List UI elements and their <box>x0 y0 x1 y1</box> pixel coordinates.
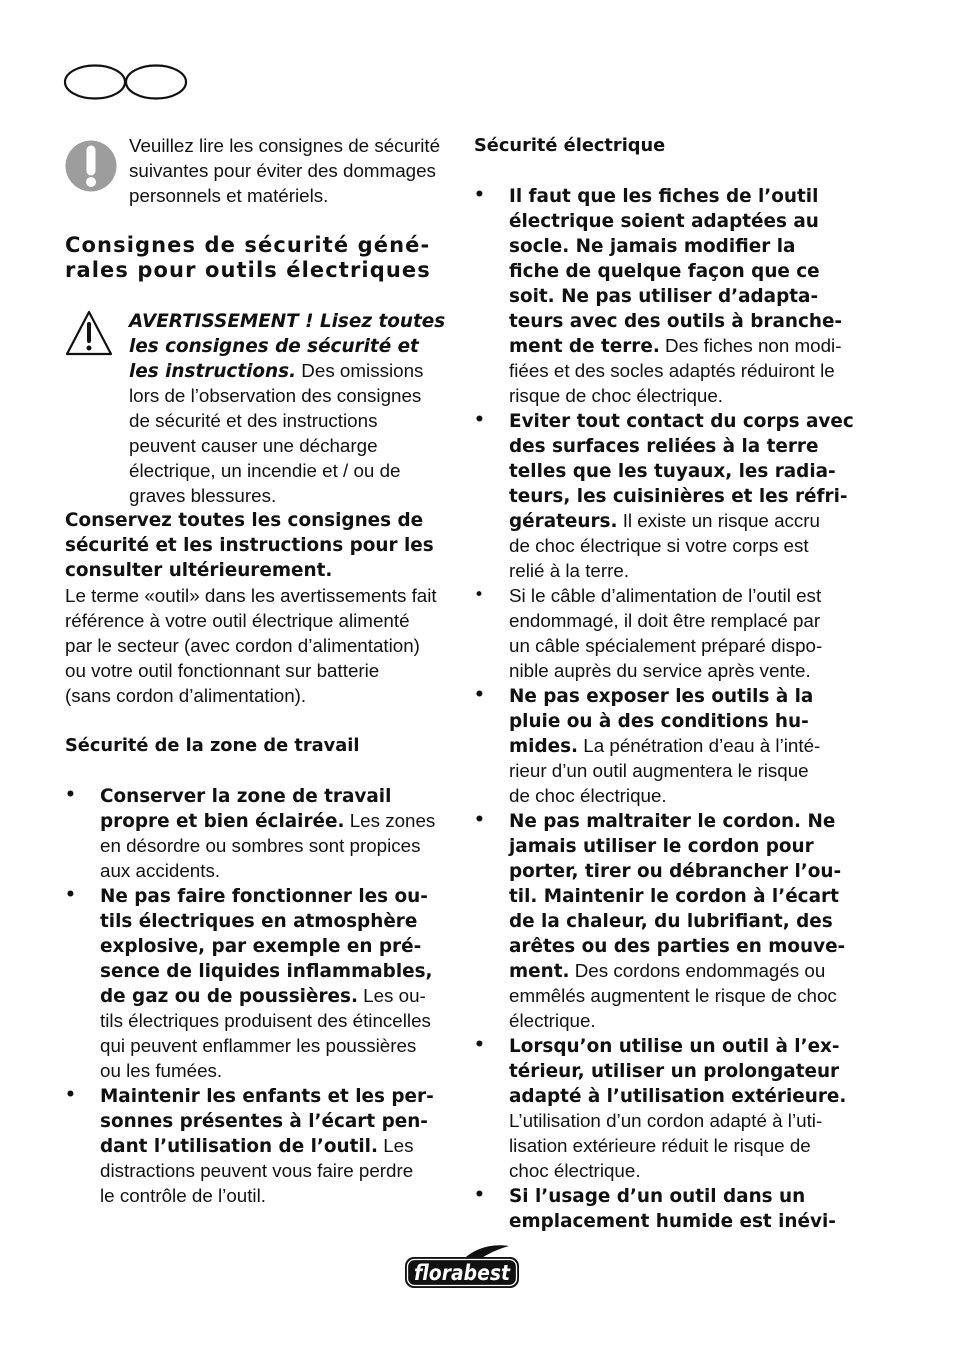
text-line <box>100 1158 460 1183</box>
text-run: Des cordons endommagés ou <box>569 960 826 981</box>
text-line <box>65 658 460 683</box>
text-run: Les ou- <box>357 985 426 1006</box>
text-line <box>509 283 894 308</box>
language-badge-icon <box>126 66 186 99</box>
text-run: peuvent causer une décharge <box>129 435 378 456</box>
bullet-item <box>474 683 894 808</box>
text-run: Les <box>377 1135 414 1156</box>
text-line <box>65 608 460 633</box>
text-run: gérateurs. <box>509 511 618 532</box>
text-run: lisation extérieure réduit le risque de <box>509 1135 811 1156</box>
bullet-icon: • <box>474 410 485 430</box>
text-run: Conservez toutes les consignes de <box>65 510 424 531</box>
text-run: en désordre ou sombres sont propices <box>100 835 421 856</box>
text-line <box>100 833 460 858</box>
text-run: emplacement humide est inévi- <box>509 1211 836 1232</box>
bullet-icon: • <box>474 185 485 205</box>
text-line <box>509 433 894 458</box>
text-run: lors de l’observation des consignes <box>129 385 422 406</box>
text-run: suivantes pour éviter des dommages <box>129 160 436 181</box>
bullet-text <box>100 1083 460 1208</box>
text-line <box>509 308 894 333</box>
text-line <box>509 1033 894 1058</box>
bullet-item <box>65 883 460 1083</box>
bullet-text <box>100 883 460 1083</box>
text-line <box>65 558 460 583</box>
text-run: Ne pas exposer les outils à la <box>509 686 814 707</box>
text-line <box>100 1033 460 1058</box>
text-run: par le secteur (avec cordon d’alimentation) <box>65 635 420 656</box>
text-line <box>509 1058 894 1083</box>
text-run: Des omissions <box>296 360 424 381</box>
bullet-icon: • <box>65 1085 76 1105</box>
text-line <box>509 233 894 258</box>
text-line <box>509 1158 894 1183</box>
text-run: La pénétration d’eau à l’inté- <box>578 735 821 756</box>
text-run: AVERTISSEMENT ! Lisez toutes <box>129 311 446 332</box>
text-run: Le terme «outil» dans les avertissements fait <box>65 585 437 606</box>
text-line <box>100 1058 460 1083</box>
text-run: Conserver la zone de travail <box>100 786 392 807</box>
text-line <box>100 958 460 983</box>
text-line <box>509 583 894 608</box>
text-run: fiche de quelque façon que ce <box>509 261 820 282</box>
text-run: teurs, les cuisinières et les réfri- <box>509 486 848 507</box>
text-line <box>509 358 894 383</box>
left-column <box>65 133 460 1208</box>
bullet-icon: • <box>65 885 76 905</box>
text-line <box>100 908 460 933</box>
bullet-item <box>474 1033 894 1183</box>
text-run: un câble spécialement préparé dispo- <box>509 635 823 656</box>
text-run: de gaz ou de poussières. <box>100 986 358 1007</box>
text-run: consulter ultérieurement. <box>65 560 333 581</box>
bullet-text <box>100 783 460 883</box>
right-column <box>474 133 894 1233</box>
bullet-item <box>474 1183 894 1233</box>
text-line <box>100 1183 460 1208</box>
warning-notice <box>65 308 460 508</box>
text-run: tils électriques en atmosphère <box>100 911 418 932</box>
text-line <box>100 1133 460 1158</box>
text-run: fiées et des socles adaptés réduiront le <box>509 360 835 381</box>
electrical-safety-heading: Sécurité électrique <box>474 135 666 156</box>
exclamation-icon <box>65 140 117 197</box>
text-run: Des fiches non modi- <box>659 335 842 356</box>
bullet-icon: • <box>474 1035 485 1055</box>
text-run: référence à votre outil électrique alimenté <box>65 610 410 631</box>
text-run: le contrôle de l’outil. <box>100 1185 266 1206</box>
bullet-item <box>474 183 894 408</box>
text-line <box>509 833 894 858</box>
text-line <box>129 158 460 183</box>
text-line <box>509 983 894 1008</box>
text-line <box>100 1083 460 1108</box>
text-line <box>129 333 460 358</box>
text-line <box>509 1108 894 1133</box>
text-run: emmêlés augmentent le risque de choc <box>509 985 837 1006</box>
florabest-logo <box>403 1244 521 1290</box>
text-run: de la chaleur, du lubrifiant, des <box>509 911 833 932</box>
text-run: choc électrique. <box>509 1160 641 1181</box>
bullet-icon: • <box>474 685 485 705</box>
text-line <box>509 383 894 408</box>
text-run: explosive, par exemple en pré- <box>100 936 422 957</box>
text-line <box>65 633 460 658</box>
text-line <box>129 383 460 408</box>
bullet-text <box>509 1183 894 1233</box>
text-run: propre et bien éclairée. <box>100 811 345 832</box>
bullet-item <box>474 408 894 583</box>
text-line <box>100 1008 460 1033</box>
text-run: des surfaces reliées à la terre <box>509 436 819 457</box>
text-line <box>129 358 460 383</box>
text-line <box>129 308 460 333</box>
warning-text <box>129 308 460 508</box>
language-badge-icon <box>65 66 125 99</box>
text-run: les instructions. <box>129 361 297 382</box>
tool-definition-paragraph <box>65 583 460 708</box>
bullet-text <box>509 583 894 683</box>
section-heading <box>65 233 460 283</box>
text-line <box>129 133 460 158</box>
text-line <box>129 433 460 458</box>
text-run: L’utilisation d’un cordon adapté à l’uti- <box>509 1110 823 1131</box>
text-run: sonnes présentes à l’écart pen- <box>100 1111 428 1132</box>
text-run: Si l’usage d’un outil dans un <box>509 1186 806 1207</box>
text-run: dant l’utilisation de l’outil. <box>100 1136 378 1157</box>
text-run: ou votre outil fonctionnant sur batterie <box>65 660 380 681</box>
text-line <box>509 883 894 908</box>
bullet-text <box>509 408 894 583</box>
text-run: rales pour outils électriques <box>65 258 431 282</box>
bullet-item <box>474 808 894 1033</box>
text-run: telles que les tuyaux, les radia- <box>509 461 836 482</box>
text-line <box>509 508 894 533</box>
text-line <box>509 783 894 808</box>
text-run: ment de terre. <box>509 336 660 357</box>
text-run: de sécurité et des instructions <box>129 410 378 431</box>
text-line <box>509 1008 894 1033</box>
text-run: électrique, un incendie et / ou de <box>129 460 401 481</box>
text-run: Maintenir les enfants et les per- <box>100 1086 434 1107</box>
bullet-icon: • <box>474 585 485 605</box>
text-run: tils électriques produisent des étincelles <box>100 1010 431 1031</box>
bullet-icon: • <box>474 810 485 830</box>
bullet-icon: • <box>65 785 76 805</box>
text-run: socle. Ne jamais modifier la <box>509 236 796 257</box>
text-line <box>100 783 460 808</box>
text-run: Consignes de sécurité géné- <box>65 233 431 257</box>
bullet-icon: • <box>474 1185 485 1205</box>
text-line <box>509 808 894 833</box>
text-run: Si le câble d’alimentation de l’outil est <box>509 585 822 606</box>
text-run: Les zones <box>344 810 436 831</box>
text-line <box>509 633 894 658</box>
text-line <box>509 1133 894 1158</box>
text-line <box>509 1083 894 1108</box>
text-line <box>509 933 894 958</box>
text-line <box>509 483 894 508</box>
text-line <box>509 958 894 983</box>
logo-text: florabest <box>414 1261 511 1285</box>
text-run: pluie ou à des conditions hu- <box>509 711 809 732</box>
text-line <box>129 183 460 208</box>
text-run: (sans cordon d’alimentation). <box>65 685 307 706</box>
text-run: ment. <box>509 961 570 982</box>
text-run: endommagé, il doit être remplacé par <box>509 610 821 631</box>
text-run: Il faut que les fiches de l’outil <box>509 186 819 207</box>
text-line <box>509 908 894 933</box>
text-run: Veuillez lire les consignes de sécurité <box>129 135 441 156</box>
text-line <box>509 733 894 758</box>
text-run: til. Maintenir le cordon à l’écart <box>509 886 839 907</box>
text-run: jamais utiliser le cordon pour <box>509 836 814 857</box>
text-line <box>509 208 894 233</box>
text-run: sécurité et les instructions pour les <box>65 535 434 556</box>
text-run: relié à la terre. <box>509 560 630 581</box>
text-run: adapté à l’utilisation extérieure. <box>509 1086 847 1107</box>
text-run: mides. <box>509 736 579 757</box>
text-line <box>65 508 460 533</box>
keep-instructions-note <box>65 508 460 583</box>
text-run: graves blessures. <box>129 485 277 506</box>
warning-triangle-icon <box>65 310 113 361</box>
text-line <box>129 483 460 508</box>
text-run: électrique soient adaptées au <box>509 211 819 232</box>
text-run: Il existe un risque accru <box>617 510 820 531</box>
text-run: les consignes de sécurité et <box>129 336 419 357</box>
text-line <box>65 233 460 258</box>
text-run: qui peuvent enflammer les poussières <box>100 1035 417 1056</box>
text-run: Lorsqu’on utilise un outil à l’ex- <box>509 1036 840 1057</box>
text-line <box>65 583 460 608</box>
text-line <box>509 683 894 708</box>
bullet-text <box>509 183 894 408</box>
safety-notice-text <box>129 133 460 208</box>
text-run: Ne pas maltraiter le cordon. Ne <box>509 811 836 832</box>
text-run: électrique. <box>509 1010 596 1031</box>
text-line <box>100 858 460 883</box>
text-run: soit. Ne pas utiliser d’adapta- <box>509 286 819 307</box>
bullet-item <box>65 783 460 883</box>
bullet-item <box>474 583 894 683</box>
text-line <box>509 858 894 883</box>
text-line <box>100 983 460 1008</box>
text-line <box>65 258 460 283</box>
text-line <box>509 758 894 783</box>
text-line <box>509 408 894 433</box>
text-line <box>509 258 894 283</box>
text-run: personnels et matériels. <box>129 185 329 206</box>
text-line <box>100 933 460 958</box>
text-line <box>509 658 894 683</box>
text-run: aux accidents. <box>100 860 221 881</box>
text-run: de choc électrique si votre corps est <box>509 535 809 556</box>
text-run: nible auprès du service après vente. <box>509 660 811 681</box>
safety-notice <box>65 133 460 208</box>
text-line <box>509 608 894 633</box>
bullet-text <box>509 1033 894 1183</box>
language-badge-group <box>63 63 189 101</box>
bullet-text <box>509 683 894 808</box>
text-run: porter, tirer ou débrancher l’ou- <box>509 861 842 882</box>
text-line <box>509 183 894 208</box>
text-line <box>100 808 460 833</box>
text-line <box>129 408 460 433</box>
text-line <box>509 458 894 483</box>
text-line <box>509 558 894 583</box>
bullet-item <box>65 1083 460 1208</box>
work-area-safety-heading: Sécurité de la zone de travail <box>65 735 360 756</box>
text-run: arêtes ou des parties en mouve- <box>509 936 846 957</box>
text-line <box>509 533 894 558</box>
text-line <box>65 683 460 708</box>
text-line <box>100 1108 460 1133</box>
text-line <box>129 458 460 483</box>
text-run: teurs avec des outils à branche- <box>509 311 843 332</box>
text-run: rieur d’un outil augmentera le risque <box>509 760 809 781</box>
text-run: Eviter tout contact du corps avec <box>509 411 854 432</box>
text-line <box>65 533 460 558</box>
text-run: distractions peuvent vous faire perdre <box>100 1160 414 1181</box>
text-run: térieur, utiliser un prolongateur <box>509 1061 840 1082</box>
text-line <box>100 883 460 908</box>
text-line <box>509 333 894 358</box>
text-run: risque de choc électrique. <box>509 385 724 406</box>
text-line <box>509 1183 894 1208</box>
text-run: sence de liquides inflammables, <box>100 961 433 982</box>
text-run: ou les fumées. <box>100 1060 223 1081</box>
text-line <box>509 708 894 733</box>
text-run: de choc électrique. <box>509 785 667 806</box>
bullet-text <box>509 808 894 1033</box>
text-run: Ne pas faire fonctionner les ou- <box>100 886 428 907</box>
text-line <box>509 1208 894 1233</box>
